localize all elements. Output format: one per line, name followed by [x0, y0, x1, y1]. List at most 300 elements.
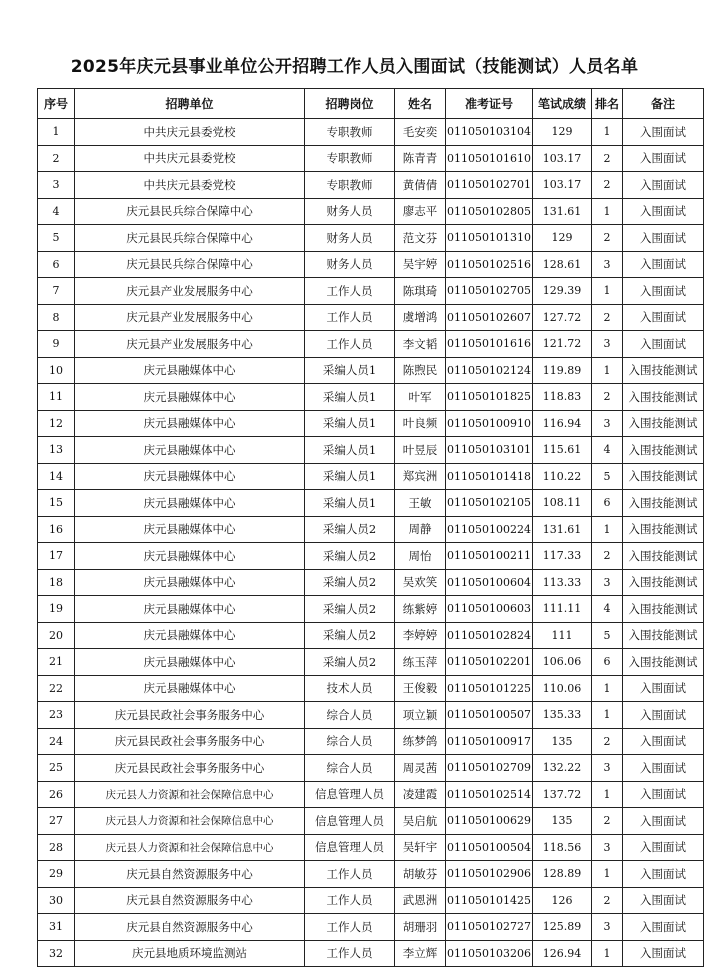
cell-remark: 入围面试	[623, 119, 704, 146]
cell-index: 30	[38, 887, 75, 914]
table-row	[38, 463, 704, 490]
cell-unit: 庆元县自然资源服务中心	[75, 861, 305, 888]
cell-remark: 入围面试	[623, 755, 704, 782]
cell-name: 陈青青	[395, 145, 446, 172]
cell-position: 工作人员	[305, 914, 395, 941]
cell-score: 113.33	[533, 569, 592, 596]
cell-unit: 庆元县民兵综合保障中心	[75, 251, 305, 278]
cell-rank: 1	[592, 119, 623, 146]
cell-score: 118.56	[533, 834, 592, 861]
cell-name: 周灵茜	[395, 755, 446, 782]
cell-unit: 庆元县产业发展服务中心	[75, 304, 305, 331]
cell-name: 廖志平	[395, 198, 446, 225]
cell-unit: 庆元县融媒体中心	[75, 596, 305, 623]
table-row	[38, 781, 704, 808]
cell-score: 128.61	[533, 251, 592, 278]
cell-remark: 入围面试	[623, 781, 704, 808]
cell-score: 129.39	[533, 278, 592, 305]
table-row	[38, 490, 704, 517]
cell-remark: 入围技能测试	[623, 516, 704, 543]
cell-exam-id: 011050102727	[446, 914, 533, 941]
cell-index: 15	[38, 490, 75, 517]
cell-unit: 中共庆元县委党校	[75, 172, 305, 199]
col-header-rank: 排名	[592, 89, 623, 119]
cell-score: 116.94	[533, 410, 592, 437]
cell-remark: 入围技能测试	[623, 410, 704, 437]
cell-exam-id: 011050102709	[446, 755, 533, 782]
cell-rank: 3	[592, 251, 623, 278]
cell-rank: 5	[592, 463, 623, 490]
cell-rank: 6	[592, 649, 623, 676]
cell-position: 综合人员	[305, 755, 395, 782]
cell-unit: 庆元县民政社会事务服务中心	[75, 755, 305, 782]
cell-name: 王俊毅	[395, 675, 446, 702]
cell-name: 虞增鸿	[395, 304, 446, 331]
cell-remark: 入围面试	[623, 834, 704, 861]
cell-name: 毛安奕	[395, 119, 446, 146]
cell-rank: 1	[592, 278, 623, 305]
table-row	[38, 304, 704, 331]
cell-position: 采编人员2	[305, 622, 395, 649]
cell-name: 李婷婷	[395, 622, 446, 649]
cell-remark: 入围面试	[623, 278, 704, 305]
cell-rank: 1	[592, 675, 623, 702]
cell-rank: 1	[592, 198, 623, 225]
table-row	[38, 410, 704, 437]
cell-exam-id: 011050101310	[446, 225, 533, 252]
cell-score: 127.72	[533, 304, 592, 331]
cell-index: 3	[38, 172, 75, 199]
col-header-position: 招聘岗位	[305, 89, 395, 119]
cell-position: 信息管理人员	[305, 808, 395, 835]
table-row	[38, 834, 704, 861]
cell-remark: 入围面试	[623, 331, 704, 358]
cell-exam-id: 011050100917	[446, 728, 533, 755]
cell-unit: 庆元县产业发展服务中心	[75, 331, 305, 358]
cell-name: 黄倩倩	[395, 172, 446, 199]
cell-remark: 入围面试	[623, 702, 704, 729]
cell-score: 117.33	[533, 543, 592, 570]
cell-remark: 入围技能测试	[623, 463, 704, 490]
cell-index: 9	[38, 331, 75, 358]
table-row	[38, 119, 704, 146]
cell-exam-id: 011050101418	[446, 463, 533, 490]
cell-rank: 1	[592, 861, 623, 888]
cell-name: 练紫婷	[395, 596, 446, 623]
cell-remark: 入围面试	[623, 914, 704, 941]
cell-unit: 庆元县融媒体中心	[75, 437, 305, 464]
cell-rank: 1	[592, 781, 623, 808]
cell-unit: 庆元县地质环境监测站	[75, 940, 305, 967]
table-row	[38, 172, 704, 199]
cell-score: 121.72	[533, 331, 592, 358]
cell-index: 8	[38, 304, 75, 331]
cell-rank: 2	[592, 728, 623, 755]
cell-remark: 入围技能测试	[623, 384, 704, 411]
table-row	[38, 543, 704, 570]
cell-position: 专职教师	[305, 172, 395, 199]
cell-name: 周静	[395, 516, 446, 543]
cell-rank: 3	[592, 331, 623, 358]
table-body	[38, 119, 704, 967]
cell-exam-id: 011050100629	[446, 808, 533, 835]
cell-unit: 庆元县融媒体中心	[75, 410, 305, 437]
cell-index: 21	[38, 649, 75, 676]
cell-index: 1	[38, 119, 75, 146]
cell-unit: 庆元县民政社会事务服务中心	[75, 702, 305, 729]
cell-unit: 庆元县民兵综合保障中心	[75, 198, 305, 225]
cell-unit: 庆元县融媒体中心	[75, 357, 305, 384]
cell-index: 13	[38, 437, 75, 464]
cell-exam-id: 011050101425	[446, 887, 533, 914]
cell-name: 郑宾洲	[395, 463, 446, 490]
table-row	[38, 702, 704, 729]
cell-exam-id: 011050101616	[446, 331, 533, 358]
cell-exam-id: 011050102805	[446, 198, 533, 225]
col-header-index: 序号	[38, 89, 75, 119]
cell-position: 采编人员1	[305, 490, 395, 517]
cell-position: 采编人员1	[305, 437, 395, 464]
cell-name: 李文韬	[395, 331, 446, 358]
cell-rank: 2	[592, 808, 623, 835]
cell-unit: 庆元县民兵综合保障中心	[75, 225, 305, 252]
cell-exam-id: 011050101825	[446, 384, 533, 411]
cell-unit: 庆元县自然资源服务中心	[75, 887, 305, 914]
table-row	[38, 331, 704, 358]
cell-index: 29	[38, 861, 75, 888]
cell-index: 12	[38, 410, 75, 437]
cell-remark: 入围面试	[623, 145, 704, 172]
cell-index: 22	[38, 675, 75, 702]
cell-index: 28	[38, 834, 75, 861]
cell-score: 131.61	[533, 516, 592, 543]
cell-position: 工作人员	[305, 331, 395, 358]
cell-rank: 2	[592, 304, 623, 331]
cell-position: 采编人员2	[305, 543, 395, 570]
col-header-remark: 备注	[623, 89, 704, 119]
table-row	[38, 437, 704, 464]
table-row	[38, 914, 704, 941]
cell-remark: 入围技能测试	[623, 596, 704, 623]
cell-score: 132.22	[533, 755, 592, 782]
cell-score: 129	[533, 119, 592, 146]
table-row	[38, 861, 704, 888]
table-row	[38, 145, 704, 172]
cell-unit: 庆元县融媒体中心	[75, 543, 305, 570]
table-row	[38, 887, 704, 914]
cell-score: 129	[533, 225, 592, 252]
cell-unit: 庆元县人力资源和社会保障信息中心	[75, 781, 305, 808]
cell-position: 专职教师	[305, 119, 395, 146]
cell-position: 采编人员1	[305, 463, 395, 490]
cell-score: 111.11	[533, 596, 592, 623]
cell-unit: 庆元县融媒体中心	[75, 490, 305, 517]
cell-name: 陈煦民	[395, 357, 446, 384]
cell-rank: 1	[592, 516, 623, 543]
cell-name: 叶良频	[395, 410, 446, 437]
cell-index: 23	[38, 702, 75, 729]
cell-position: 采编人员2	[305, 569, 395, 596]
cell-rank: 1	[592, 940, 623, 967]
table-row	[38, 516, 704, 543]
cell-rank: 4	[592, 596, 623, 623]
table-row	[38, 940, 704, 967]
cell-rank: 2	[592, 172, 623, 199]
cell-position: 综合人员	[305, 702, 395, 729]
cell-position: 采编人员2	[305, 596, 395, 623]
table-row	[38, 728, 704, 755]
cell-score: 131.61	[533, 198, 592, 225]
cell-exam-id: 011050100910	[446, 410, 533, 437]
cell-remark: 入围技能测试	[623, 622, 704, 649]
cell-unit: 庆元县产业发展服务中心	[75, 278, 305, 305]
cell-unit: 庆元县融媒体中心	[75, 463, 305, 490]
cell-rank: 2	[592, 225, 623, 252]
cell-unit: 庆元县融媒体中心	[75, 569, 305, 596]
cell-rank: 3	[592, 834, 623, 861]
cell-exam-id: 011050102516	[446, 251, 533, 278]
cell-score: 106.06	[533, 649, 592, 676]
cell-remark: 入围面试	[623, 861, 704, 888]
cell-rank: 3	[592, 410, 623, 437]
col-header-score: 笔试成绩	[533, 89, 592, 119]
cell-name: 叶军	[395, 384, 446, 411]
cell-position: 工作人员	[305, 940, 395, 967]
cell-unit: 庆元县人力资源和社会保障信息中心	[75, 808, 305, 835]
cell-exam-id: 011050100507	[446, 702, 533, 729]
cell-index: 17	[38, 543, 75, 570]
cell-position: 技术人员	[305, 675, 395, 702]
cell-remark: 入围面试	[623, 808, 704, 835]
cell-unit: 中共庆元县委党校	[75, 119, 305, 146]
cell-score: 119.89	[533, 357, 592, 384]
cell-score: 118.83	[533, 384, 592, 411]
cell-score: 125.89	[533, 914, 592, 941]
cell-rank: 4	[592, 437, 623, 464]
cell-index: 24	[38, 728, 75, 755]
cell-remark: 入围技能测试	[623, 543, 704, 570]
cell-rank: 3	[592, 755, 623, 782]
cell-index: 32	[38, 940, 75, 967]
cell-name: 练梦鸽	[395, 728, 446, 755]
cell-unit: 中共庆元县委党校	[75, 145, 305, 172]
cell-score: 115.61	[533, 437, 592, 464]
col-header-unit: 招聘单位	[75, 89, 305, 119]
cell-name: 吴宇婷	[395, 251, 446, 278]
cell-exam-id: 011050103104	[446, 119, 533, 146]
table-row	[38, 622, 704, 649]
table-row	[38, 755, 704, 782]
cell-index: 27	[38, 808, 75, 835]
cell-remark: 入围技能测试	[623, 357, 704, 384]
cell-score: 135	[533, 728, 592, 755]
col-header-name: 姓名	[395, 89, 446, 119]
candidate-table	[37, 88, 704, 967]
cell-score: 103.17	[533, 172, 592, 199]
cell-exam-id: 011050101225	[446, 675, 533, 702]
cell-exam-id: 011050102607	[446, 304, 533, 331]
cell-remark: 入围技能测试	[623, 649, 704, 676]
cell-exam-id: 011050102105	[446, 490, 533, 517]
cell-exam-id: 011050100504	[446, 834, 533, 861]
cell-unit: 庆元县融媒体中心	[75, 649, 305, 676]
cell-position: 工作人员	[305, 861, 395, 888]
cell-remark: 入围面试	[623, 887, 704, 914]
cell-exam-id: 011050100211	[446, 543, 533, 570]
cell-score: 128.89	[533, 861, 592, 888]
cell-index: 6	[38, 251, 75, 278]
cell-name: 陈琪琦	[395, 278, 446, 305]
cell-remark: 入围面试	[623, 251, 704, 278]
cell-exam-id: 011050102824	[446, 622, 533, 649]
table-row	[38, 278, 704, 305]
table-row	[38, 357, 704, 384]
table-header-row	[38, 89, 704, 119]
cell-index: 4	[38, 198, 75, 225]
cell-unit: 庆元县自然资源服务中心	[75, 914, 305, 941]
cell-exam-id: 011050102201	[446, 649, 533, 676]
cell-exam-id: 011050102906	[446, 861, 533, 888]
cell-rank: 1	[592, 702, 623, 729]
cell-index: 2	[38, 145, 75, 172]
cell-name: 胡敏芬	[395, 861, 446, 888]
cell-score: 110.06	[533, 675, 592, 702]
cell-name: 练玉萍	[395, 649, 446, 676]
cell-score: 135.33	[533, 702, 592, 729]
cell-position: 采编人员2	[305, 516, 395, 543]
cell-unit: 庆元县融媒体中心	[75, 516, 305, 543]
cell-rank: 3	[592, 914, 623, 941]
cell-score: 137.72	[533, 781, 592, 808]
col-header-exam-id: 准考证号	[446, 89, 533, 119]
cell-exam-id: 011050103101	[446, 437, 533, 464]
cell-index: 10	[38, 357, 75, 384]
cell-score: 103.17	[533, 145, 592, 172]
table-row	[38, 675, 704, 702]
cell-remark: 入围技能测试	[623, 569, 704, 596]
cell-score: 110.22	[533, 463, 592, 490]
cell-exam-id: 011050100603	[446, 596, 533, 623]
cell-remark: 入围面试	[623, 225, 704, 252]
cell-index: 5	[38, 225, 75, 252]
cell-index: 20	[38, 622, 75, 649]
cell-name: 王敏	[395, 490, 446, 517]
cell-exam-id: 011050102514	[446, 781, 533, 808]
cell-name: 吴启航	[395, 808, 446, 835]
cell-index: 31	[38, 914, 75, 941]
table-row	[38, 225, 704, 252]
cell-index: 16	[38, 516, 75, 543]
cell-remark: 入围面试	[623, 728, 704, 755]
cell-name: 吴轩宇	[395, 834, 446, 861]
table-row	[38, 569, 704, 596]
cell-index: 26	[38, 781, 75, 808]
cell-position: 财务人员	[305, 225, 395, 252]
page-title: 2025年庆元县事业单位公开招聘工作人员入围面试（技能测试）人员名单	[70, 57, 639, 77]
cell-name: 周怡	[395, 543, 446, 570]
cell-index: 18	[38, 569, 75, 596]
cell-remark: 入围面试	[623, 172, 704, 199]
cell-remark: 入围面试	[623, 675, 704, 702]
cell-name: 胡珊羽	[395, 914, 446, 941]
cell-rank: 2	[592, 543, 623, 570]
cell-index: 7	[38, 278, 75, 305]
cell-exam-id: 011050102701	[446, 172, 533, 199]
cell-name: 叶昱辰	[395, 437, 446, 464]
cell-remark: 入围面试	[623, 198, 704, 225]
cell-name: 吴欢笑	[395, 569, 446, 596]
cell-score: 126.94	[533, 940, 592, 967]
cell-score: 111	[533, 622, 592, 649]
cell-remark: 入围面试	[623, 940, 704, 967]
cell-rank: 2	[592, 384, 623, 411]
cell-exam-id: 011050102124	[446, 357, 533, 384]
cell-exam-id: 011050100604	[446, 569, 533, 596]
cell-position: 综合人员	[305, 728, 395, 755]
cell-unit: 庆元县融媒体中心	[75, 675, 305, 702]
table-row	[38, 808, 704, 835]
cell-position: 采编人员2	[305, 649, 395, 676]
cell-name: 李立辉	[395, 940, 446, 967]
table-row	[38, 384, 704, 411]
cell-rank: 5	[592, 622, 623, 649]
cell-remark: 入围技能测试	[623, 437, 704, 464]
cell-position: 信息管理人员	[305, 834, 395, 861]
cell-index: 25	[38, 755, 75, 782]
cell-rank: 6	[592, 490, 623, 517]
cell-position: 工作人员	[305, 887, 395, 914]
cell-exam-id: 011050101610	[446, 145, 533, 172]
cell-rank: 3	[592, 569, 623, 596]
cell-score: 126	[533, 887, 592, 914]
cell-index: 11	[38, 384, 75, 411]
cell-rank: 1	[592, 357, 623, 384]
table-row	[38, 649, 704, 676]
table-row	[38, 251, 704, 278]
table-row	[38, 596, 704, 623]
cell-unit: 庆元县融媒体中心	[75, 384, 305, 411]
cell-exam-id: 011050102705	[446, 278, 533, 305]
cell-position: 财务人员	[305, 251, 395, 278]
cell-remark: 入围面试	[623, 304, 704, 331]
cell-name: 武恩洲	[395, 887, 446, 914]
cell-position: 工作人员	[305, 278, 395, 305]
cell-position: 采编人员1	[305, 357, 395, 384]
table-row	[38, 198, 704, 225]
cell-remark: 入围技能测试	[623, 490, 704, 517]
cell-name: 凌建霞	[395, 781, 446, 808]
cell-position: 采编人员1	[305, 410, 395, 437]
cell-position: 采编人员1	[305, 384, 395, 411]
cell-index: 14	[38, 463, 75, 490]
cell-position: 财务人员	[305, 198, 395, 225]
cell-index: 19	[38, 596, 75, 623]
cell-unit: 庆元县民政社会事务服务中心	[75, 728, 305, 755]
cell-exam-id: 011050103206	[446, 940, 533, 967]
cell-name: 范文芬	[395, 225, 446, 252]
cell-name: 项立颖	[395, 702, 446, 729]
cell-position: 工作人员	[305, 304, 395, 331]
cell-rank: 2	[592, 887, 623, 914]
cell-exam-id: 011050100224	[446, 516, 533, 543]
cell-score: 108.11	[533, 490, 592, 517]
cell-unit: 庆元县融媒体中心	[75, 622, 305, 649]
cell-rank: 2	[592, 145, 623, 172]
cell-unit: 庆元县人力资源和社会保障信息中心	[75, 834, 305, 861]
cell-score: 135	[533, 808, 592, 835]
cell-position: 信息管理人员	[305, 781, 395, 808]
cell-position: 专职教师	[305, 145, 395, 172]
